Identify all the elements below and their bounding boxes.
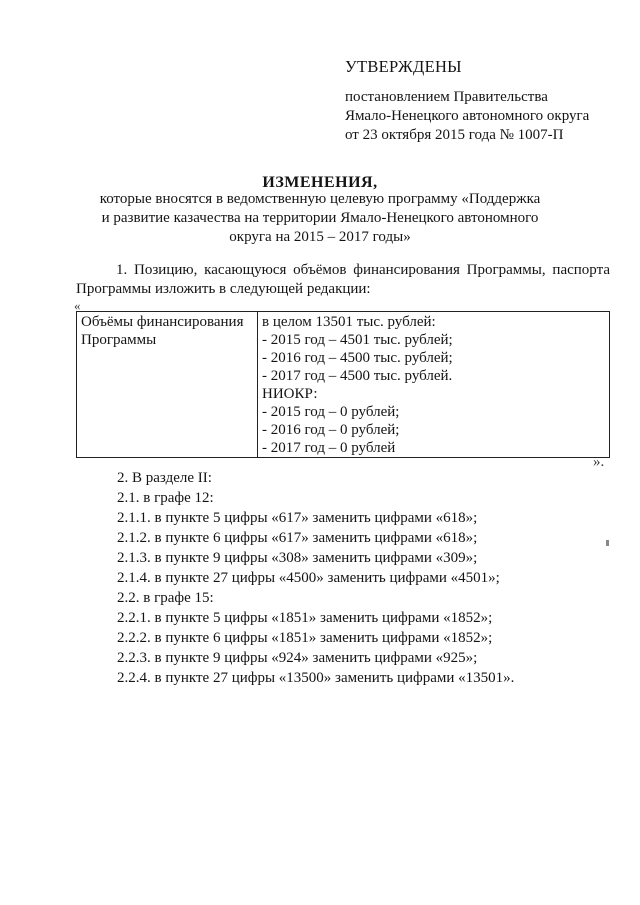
document-subtitle-line-2: и развитие казачества на территории Ямало-Ненецкого автономного xyxy=(101,210,539,226)
finance-value-line: - 2015 год – 4501 тыс. рублей; xyxy=(262,332,453,348)
table-row xyxy=(77,312,610,458)
finance-value-line: - 2015 год – 0 рублей; xyxy=(262,404,400,420)
list-item: 2.1. в графе 12: xyxy=(117,490,214,506)
list-item: 2.1.4. в пункте 27 цифры «4500» заменить цифрами «4501»; xyxy=(117,570,500,586)
document-subtitle-line-1: которые вносятся в ведомственную целевую программу «Поддержка xyxy=(99,191,541,207)
finance-value-line: НИОКР: xyxy=(262,386,318,402)
paragraph-1-text: 1. Позицию, касающуюся объёмов финансирования Программы, паспорта Программы изложить в следующей редакции: xyxy=(76,262,610,297)
list-item: 2.2. в графе 15: xyxy=(117,590,214,606)
finance-label-line: Объёмы финансирования xyxy=(81,314,244,330)
document-title: ИЗМЕНЕНИЯ, xyxy=(262,174,378,191)
paragraph-1 xyxy=(76,261,610,299)
approved-title: УТВЕРЖДЕНЫ xyxy=(345,57,462,76)
finance-values-cell xyxy=(258,312,610,458)
list-item: 2.1.2. в пункте 6 цифры «617» заменить цифрами «618»; xyxy=(117,530,478,546)
document-subtitle-line-3: округа на 2015 – 2017 годы» xyxy=(229,229,411,245)
finance-value-line: - 2017 год – 0 рублей xyxy=(262,440,396,456)
quote-open-mark: « xyxy=(74,298,81,313)
finance-value-line: - 2016 год – 4500 тыс. рублей; xyxy=(262,350,453,366)
finance-label-cell xyxy=(77,312,258,458)
approved-authority-line: Ямало-Ненецкого автономного округа xyxy=(345,108,590,124)
list-item: 2.2.4. в пункте 27 цифры «13500» заменить цифрами «13501». xyxy=(117,670,515,686)
list-item: 2.2.1. в пункте 5 цифры «1851» заменить цифрами «1852»; xyxy=(117,610,493,626)
list-item: 2.1.1. в пункте 5 цифры «617» заменить цифрами «618»; xyxy=(117,510,478,526)
list-item: 2.1.3. в пункте 9 цифры «308» заменить цифрами «309»; xyxy=(117,550,478,566)
finance-value-line: - 2016 год – 0 рублей; xyxy=(262,422,400,438)
approved-date-line: от 23 октября 2015 года № 1007-П xyxy=(345,127,564,143)
quote-close-mark: ». xyxy=(593,454,605,470)
list-item: 2. В разделе II: xyxy=(117,470,212,486)
scan-margin-mark xyxy=(606,540,609,546)
approved-by-line: постановлением Правительства xyxy=(345,89,548,105)
list-item: 2.2.3. в пункте 9 цифры «924» заменить цифрами «925»; xyxy=(117,650,478,666)
finance-label-line: Программы xyxy=(81,332,157,348)
finance-value-line: в целом 13501 тыс. рублей: xyxy=(262,314,436,330)
finance-table xyxy=(76,311,610,458)
finance-value-line: - 2017 год – 4500 тыс. рублей. xyxy=(262,368,453,384)
list-item: 2.2.2. в пункте 6 цифры «1851» заменить цифрами «1852»; xyxy=(117,630,493,646)
